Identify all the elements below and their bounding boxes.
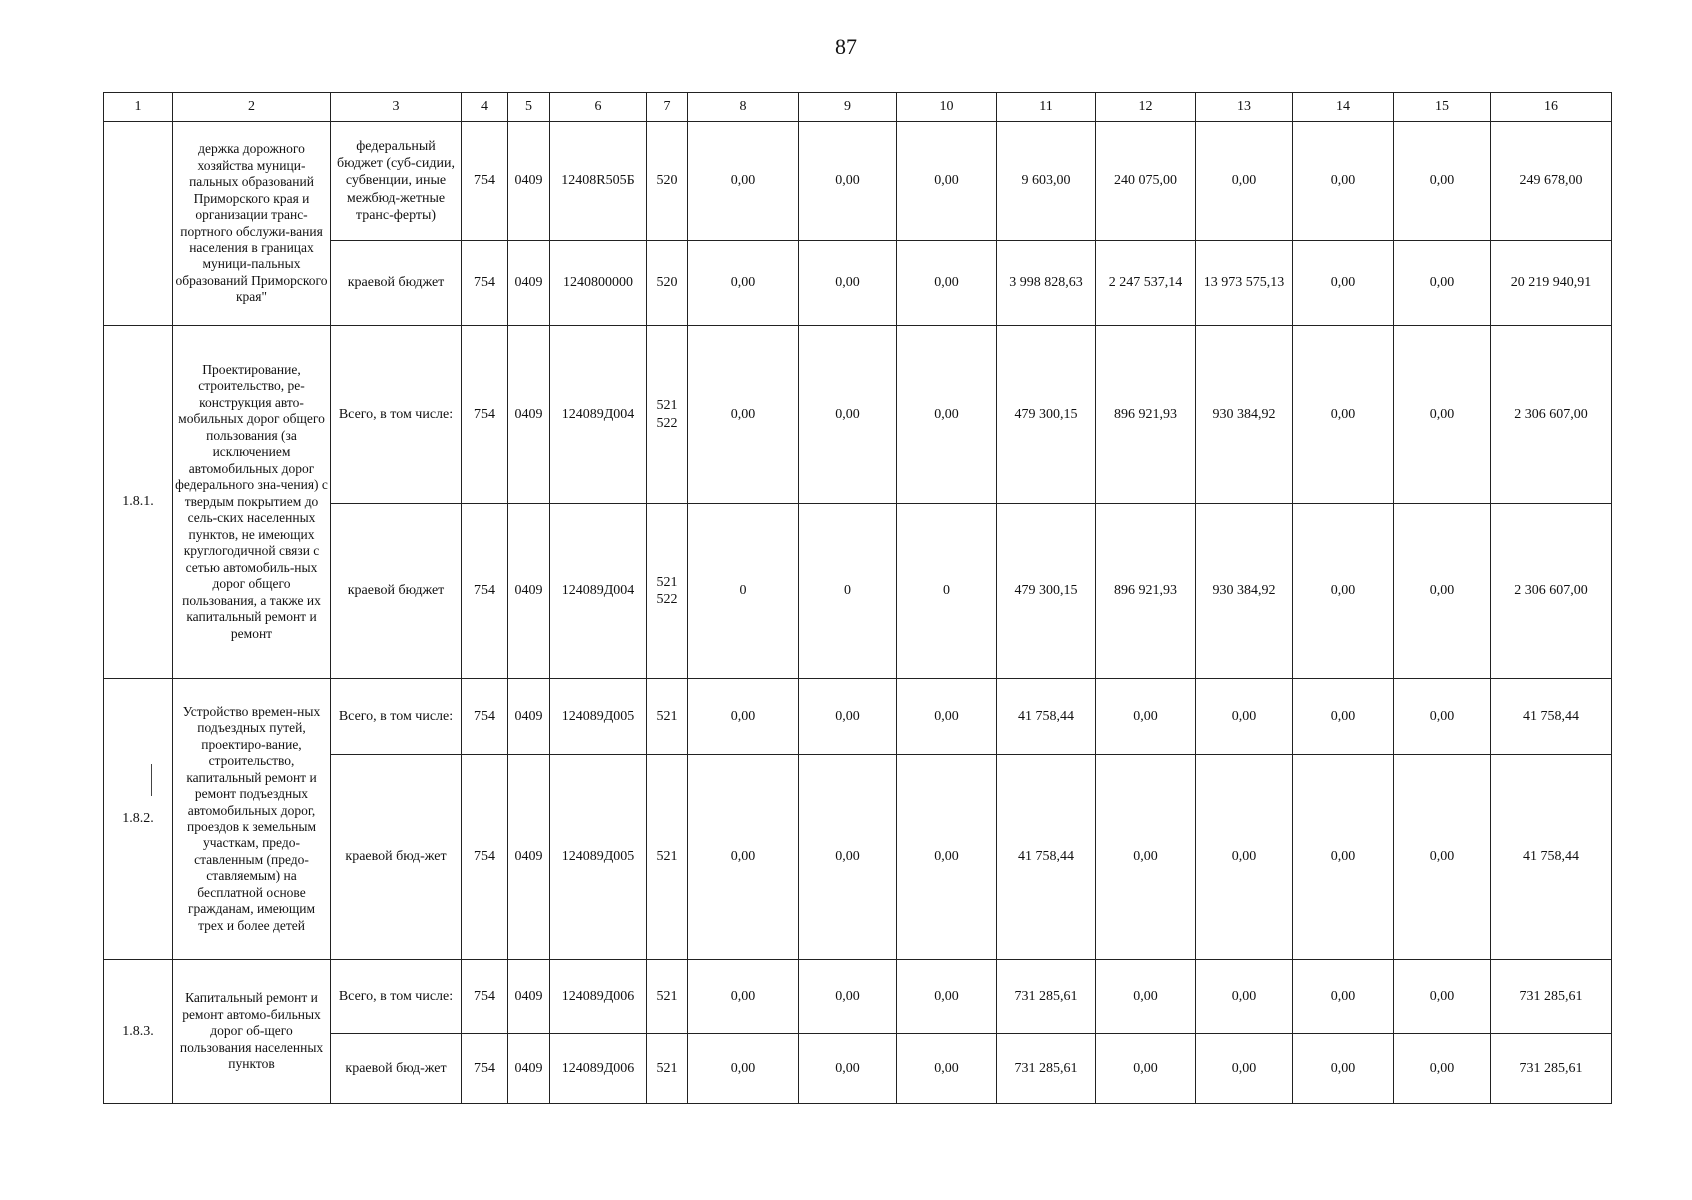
item-name: Капитальный ремонт и ремонт автомо-бильных дорог об-щего пользования населенных пунктов [173,960,331,1104]
expense-type-code: 521 [647,679,688,755]
expense-type-code: 521 522 [647,326,688,504]
section-code: 0409 [508,755,550,960]
budget-table [103,92,1612,1104]
value-cell: 0,00 [1394,960,1491,1034]
table-row [104,960,1612,1034]
target-article-code: 124089Д006 [550,1034,647,1104]
value-cell: 0,00 [1293,679,1394,755]
grbs-code: 754 [462,1034,508,1104]
value-cell: 0,00 [688,1034,799,1104]
grbs-code: 754 [462,241,508,326]
value-cell: 731 285,61 [997,960,1096,1034]
value-cell: 0,00 [1293,504,1394,679]
value-cell: 0,00 [799,679,897,755]
header-cell: 10 [897,93,997,122]
target-article-code: 12408R505Б [550,122,647,241]
value-cell: 0 [799,504,897,679]
value-cell: 0,00 [1096,679,1196,755]
header-cell: 4 [462,93,508,122]
value-cell: 0,00 [1293,241,1394,326]
section-code: 0409 [508,241,550,326]
value-cell: 0,00 [1293,1034,1394,1104]
value-cell: 0,00 [1293,755,1394,960]
header-cell: 9 [799,93,897,122]
target-article-code: 124089Д004 [550,504,647,679]
funding-source: краевой бюд-жет [331,1034,462,1104]
header-cell: 15 [1394,93,1491,122]
section-code: 0409 [508,504,550,679]
value-cell: 0,00 [1096,755,1196,960]
total-cell: 41 758,44 [1491,679,1612,755]
value-cell: 930 384,92 [1196,326,1293,504]
grbs-code: 754 [462,504,508,679]
funding-source: краевой бюд-жет [331,755,462,960]
funding-source: Всего, в том числе: [331,960,462,1034]
value-cell: 0,00 [688,122,799,241]
value-cell: 0,00 [897,679,997,755]
value-cell: 0,00 [1394,241,1491,326]
header-cell: 11 [997,93,1096,122]
total-cell: 731 285,61 [1491,1034,1612,1104]
value-cell: 731 285,61 [997,1034,1096,1104]
header-cell: 13 [1196,93,1293,122]
value-cell: 0,00 [1394,679,1491,755]
section-code: 0409 [508,1034,550,1104]
value-cell: 0,00 [897,122,997,241]
expense-type-code: 520 [647,241,688,326]
value-cell: 0,00 [1196,122,1293,241]
table-row [104,504,1612,679]
value-cell: 41 758,44 [997,679,1096,755]
item-number: 1.8.1. [104,326,173,679]
value-cell: 0,00 [1293,326,1394,504]
value-cell: 0,00 [1293,122,1394,241]
target-article-code: 1240800000 [550,241,647,326]
value-cell: 0,00 [1394,122,1491,241]
header-row [104,93,1612,122]
item-name: Проектирование, строительство, ре-конструкция авто-мобильных дорог общего пользования (за исключением автомобильных дорог федерального зна-чения) с твердым покрытием до сель-ских населенных пунктов, не имеющих круглогодичной связи с сетью автомобиль-ных дорог общего пользования, а также их капитальный ремонт и ремонт [173,326,331,679]
header-cell: 2 [173,93,331,122]
total-cell: 2 306 607,00 [1491,504,1612,679]
funding-source: краевой бюджет [331,241,462,326]
header-cell: 3 [331,93,462,122]
funding-source: краевой бюджет [331,504,462,679]
value-cell: 0,00 [688,679,799,755]
grbs-code: 754 [462,960,508,1034]
value-cell: 479 300,15 [997,504,1096,679]
value-cell: 0,00 [799,1034,897,1104]
table-row [104,122,1612,241]
section-code: 0409 [508,122,550,241]
funding-source: федеральный бюджет (суб-сидии, субвенции, иные межбюд-жетные транс-ферты) [331,122,462,241]
grbs-code: 754 [462,122,508,241]
funding-source: Всего, в том числе: [331,679,462,755]
value-cell: 0 [897,504,997,679]
value-cell: 13 973 575,13 [1196,241,1293,326]
header-cell: 16 [1491,93,1612,122]
expense-type-code: 521 [647,1034,688,1104]
value-cell: 0,00 [688,326,799,504]
expense-type-code: 521 [647,755,688,960]
header-cell: 7 [647,93,688,122]
table-row [104,1034,1612,1104]
table-row [104,241,1612,326]
total-cell: 2 306 607,00 [1491,326,1612,504]
total-cell: 41 758,44 [1491,755,1612,960]
target-article-code: 124089Д005 [550,679,647,755]
section-code: 0409 [508,960,550,1034]
expense-type-code: 520 [647,122,688,241]
expense-type-code: 521 [647,960,688,1034]
value-cell: 2 247 537,14 [1096,241,1196,326]
item-name: Устройство времен-ных подъездных путей, проектиро-вание, строительство, капитальный ремонт и ремонт подъездных автомобильных дорог, проездов к земельным участкам, предо-ставленным (предо-ставляемым) на бесплатной основе гражданам, имеющим трех и более детей [173,679,331,960]
expense-type-code: 521 522 [647,504,688,679]
item-number: 1.8.2. [104,679,173,960]
value-cell: 0,00 [897,241,997,326]
section-code: 0409 [508,326,550,504]
value-cell: 0,00 [799,326,897,504]
value-cell: 0,00 [799,122,897,241]
item-name: держка дорожного хозяйства муници-пальных образований Приморского края и организации транс-портного обслужи-вания населения в границах муници-пальных образований Приморского края" [173,122,331,326]
value-cell: 0,00 [1196,1034,1293,1104]
value-cell: 896 921,93 [1096,504,1196,679]
value-cell: 0,00 [1196,679,1293,755]
table-row [104,326,1612,504]
value-cell: 0,00 [1293,960,1394,1034]
value-cell: 9 603,00 [997,122,1096,241]
total-cell: 20 219 940,91 [1491,241,1612,326]
section-code: 0409 [508,679,550,755]
value-cell: 0,00 [1196,960,1293,1034]
value-cell: 0,00 [1394,326,1491,504]
value-cell: 0,00 [1196,755,1293,960]
header-cell: 6 [550,93,647,122]
value-cell: 930 384,92 [1196,504,1293,679]
header-cell: 12 [1096,93,1196,122]
item-number [104,122,173,326]
value-cell: 0,00 [897,755,997,960]
value-cell: 0,00 [897,960,997,1034]
target-article-code: 124089Д005 [550,755,647,960]
value-cell: 0,00 [897,326,997,504]
value-cell: 0,00 [897,1034,997,1104]
grbs-code: 754 [462,755,508,960]
value-cell: 0,00 [1096,960,1196,1034]
funding-source: Всего, в том числе: [331,326,462,504]
target-article-code: 124089Д006 [550,960,647,1034]
value-cell: 0,00 [1394,755,1491,960]
value-cell: 240 075,00 [1096,122,1196,241]
grbs-code: 754 [462,326,508,504]
value-cell: 0,00 [688,755,799,960]
total-cell: 249 678,00 [1491,122,1612,241]
total-cell: 731 285,61 [1491,960,1612,1034]
value-cell: 896 921,93 [1096,326,1196,504]
value-cell: 41 758,44 [997,755,1096,960]
value-cell: 0,00 [688,241,799,326]
table-row [104,679,1612,755]
table-row [104,755,1612,960]
value-cell: 0,00 [1096,1034,1196,1104]
value-cell: 0,00 [799,960,897,1034]
value-cell: 0 [688,504,799,679]
value-cell: 0,00 [1394,1034,1491,1104]
header-cell: 5 [508,93,550,122]
value-cell: 0,00 [688,960,799,1034]
value-cell: 479 300,15 [997,326,1096,504]
target-article-code: 124089Д004 [550,326,647,504]
grbs-code: 754 [462,679,508,755]
value-cell: 3 998 828,63 [997,241,1096,326]
header-cell: 1 [104,93,173,122]
header-cell: 14 [1293,93,1394,122]
value-cell: 0,00 [799,241,897,326]
value-cell: 0,00 [1394,504,1491,679]
item-number: 1.8.3. [104,960,173,1104]
header-cell: 8 [688,93,799,122]
page-number: 87 [835,34,857,59]
value-cell: 0,00 [799,755,897,960]
